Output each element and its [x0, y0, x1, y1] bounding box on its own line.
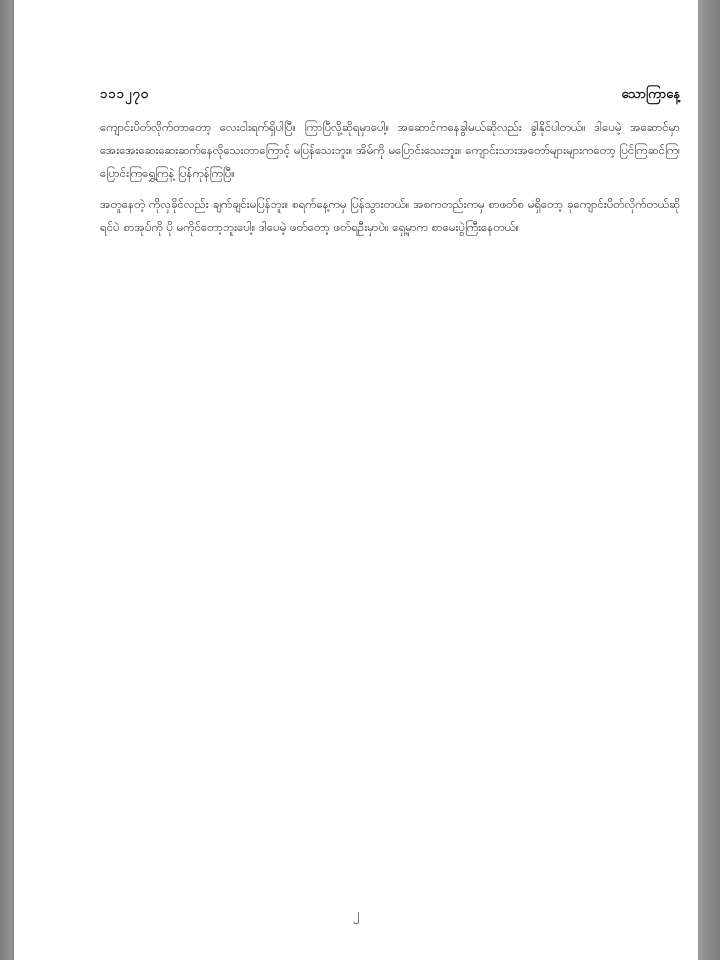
paragraph: ကျောင်းပိတ်လိုက်တာတော့ လေးငါးရက်ရှိပါပြီ။ ကြာပြီလို့ဆိုရမှာပေါ့။ အဆောင်ကနေခွါမယ်ဆိုလည်း ခွါနိုင်ပါတယ်။ ဒါပေမဲ့ အဆောင်မှာ အေးအေးဆေးဆေးဆက်နေလိုသေးတာကြောင့် မပြန်သေးဘူး။ အိမ်ကို မပြောင်းသေးဘူး။ ကျောင်းသားအတော်များများကတော့ ပြင်ကြဆင်ကြ၊ ပြောင်းကြရွှေ့ကြနဲ့ ပြန်ကုန်ကြပြီ။: [100, 120, 680, 180]
viewer-background-right: [698, 0, 720, 960]
document-page: [14, 0, 698, 960]
page-body: [100, 116, 680, 247]
header-date: ၁၁၁၂၇၀: [100, 87, 149, 102]
viewer-background-left: [0, 0, 14, 960]
page-header: [100, 86, 680, 108]
page-number: ၂: [352, 907, 360, 922]
paragraph: အတူနေတဲ့ ကိုလှခိုင်လည်း ချက်ချင်းမပြန်ဘူး။ စရက်နေ့ကမှ ပြန်သွားတယ်။ အစကတည်းကမှ စာဖတ်စ မရှိတော့ ခုကျောင်းပိတ်လိုက်တယ်ဆိုရင်ပဲ စာအုပ်ကို ပို မကိုင်တော့ဘူးပေါ့။ ဒါပေမဲ့ ဖတ်တော့ ဖတ်ရဦးမှာပဲ။ ရှေ့မှာက စာမေးပွဲကြီးနေတယ်။: [100, 197, 680, 234]
header-day: သောကြာနေ့: [621, 87, 680, 102]
